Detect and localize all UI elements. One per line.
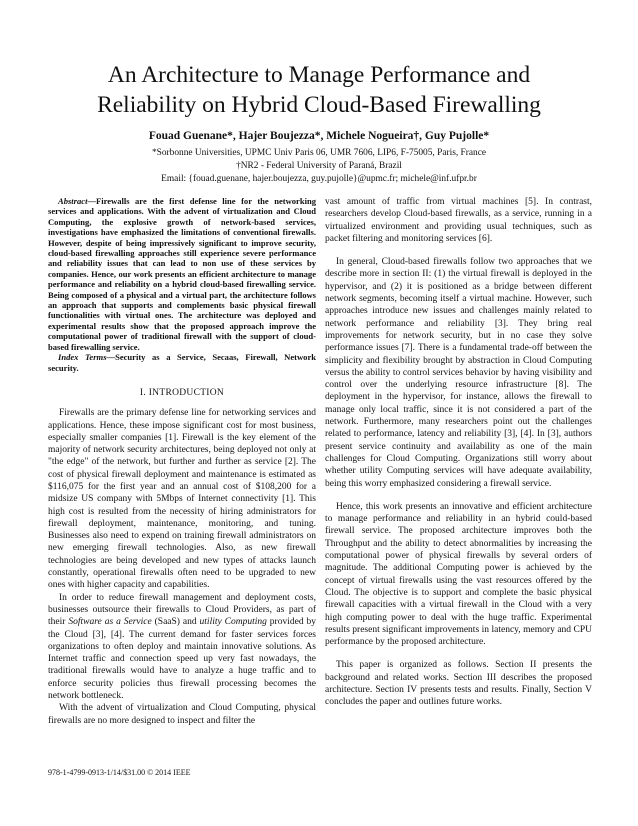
abstract-text: —Firewalls are the first defense line for the networking services and applications. With the advent of virtualization and Cloud Computing, the explosive growth of network-based services, investigations have emphasized the limitations of conventional firewalls. However, despite of being impressively significant to improve security, cloud-based firewalling approaches still experience severe performance and reliability issues that can lead to non use of these services by companies. Hence, our work presents an efficient architecture to manage performance and reliability on a hybrid cloud-based firewalling service. Being composed of a physical and a virtual part, the architecture follows an approach that supports and complements basic physical firewall functionalities with virtual ones. The architecture was deployed and experimental results show that the proposed approach improve the computational power of traditional firewall with the support of cloud-based firewalling service. bbox=[48, 196, 316, 352]
intro-p2-text-c: provided by the Cloud [3], [4]. The current demand for faster services forces organizations to often deploy and maintain innovative solutions. As Internet traffic and connection speed up very fast nowadays, the traditional firewalls would have to analyze a huge traffic and to enforce security policies thus firewall processing becomes the network bottleneck. bbox=[48, 617, 317, 702]
intro-paragraph-2 bbox=[48, 592, 316, 703]
title-line-2: Reliability on Hybrid Cloud-Based Firewalling bbox=[97, 92, 541, 118]
right-paragraph-4: This paper is organized as follows. Section II presents the background and related works. Section III describes the proposed architecture. Section IV presents tests and results. Finally, Section V concludes the paper and outlines future works. bbox=[325, 660, 592, 708]
affiliation-email: Email: {fouad.guenane, hajer.boujezza, guy.pujolle}@upmc.fr; michele@inf.ufpr.br bbox=[161, 174, 477, 184]
index-terms bbox=[48, 352, 316, 373]
saas-term: Software as a Service bbox=[68, 617, 152, 628]
index-terms-label: Index Terms bbox=[58, 352, 107, 363]
intro-paragraph-1: Firewalls are the primary defense line for networking services and applications. Hence, these impose significant cost for most business, especially smaller companies [1]. Firewall is the key element of the majority of network security architectures, being deployed not only at "the edge" of the network, but further and further as service [2]. The cost of physical firewall deployment and maintenance is estimated as $116,075 for the first year and an annual cost of $108,200 for a midsize US company with 5Mbps of Internet connectivity [1]. This high cost is resulted from the necessity of hiring administrators for firewall deployment, maintenance, monitoring, and tuning. Businesses also need to expend on training firewall administrators on new emerging firewall technologies. Also, as new firewall technologies are being developed and new types of attacks launch constantly, operational firewalls often need to be upgraded to new ones with higher capacity and capabilities. bbox=[48, 408, 316, 591]
affiliation-1: *Sorbonne Universities, UPMC Univ Paris 06, UMR 7606, LIP6, F-75005, Paris, France bbox=[151, 148, 487, 158]
paper-title bbox=[0, 60, 638, 120]
right-column bbox=[325, 196, 592, 709]
affiliation-2: †NR2 - Federal University of Paraná, Brazil bbox=[236, 161, 402, 171]
intro-p2-text-b: (SaaS) and bbox=[151, 617, 200, 628]
abstract-label: Abstract bbox=[58, 196, 88, 206]
intro-paragraph-3: With the advent of virtualization and Cloud Computing, physical firewalls are no more designed to inspect and filter the bbox=[48, 703, 316, 726]
intro-p2-text-a: In order to reduce firewall management and deployment costs, businesses outsource their firewalls to Cloud Providers, as part of their bbox=[48, 592, 316, 628]
copyright-footer: 978-1-4799-0913-1/14/$31.00 © 2014 IEEE bbox=[48, 768, 191, 777]
index-terms-text: —Security as a Service, Secaas, Firewall, Network security. bbox=[48, 352, 316, 373]
title-line-1: An Architecture to Manage Performance and bbox=[107, 62, 531, 88]
author-list: Fouad Guenane*, Hajer Boujezza*, Michele Nogueira†, Guy Pujolle* bbox=[148, 130, 490, 142]
right-paragraph-3: Hence, this work presents an innovative and efficient architecture to manage performance and reliability in an hybrid could-based firewall service. The proposed architecture improves both the Throughput and the ability to detect abnormalities by increasing the computational power of physical firewalls by several orders of magnitude. The additional Computing power is achieved by the concept of virtual firewalls using the vast resources offered by the Cloud. The objective is to support and complete the basic physical firewall capacities with a virtual firewall in the Cloud with a very high computing power to deal with the huge traffic. Experimental results present significant improvements in latency, memory and CPU performance by the proposed architecture. bbox=[325, 501, 592, 648]
utility-computing-term: utility Computing bbox=[199, 617, 267, 628]
abstract bbox=[48, 196, 316, 352]
left-column bbox=[48, 196, 316, 727]
right-paragraph-2: In general, Cloud-based firewalls follow two approaches that we describe more in section II: (1) the virtual firewall is deployed in the hypervisor, and (2) it is positioned as a bridge between different network segments, becoming itself a virtual machine. However, such approaches introduce new issues and challenges mainly related to network performance and reliability [3]. They bring real improvements for network security, but in no case they solve performance issues [7]. There is a fundamental trade-off between the simplicity and flexibility brought by abstraction in Cloud Computing versus the ability to control services behavior by having visibility and control over the underlying resource infrastructure [8]. The deployment in the hypervisor, for instance, allows the firewall to manage only local traffic, since it is not considered a part of the network. Furthermore, many researchers point out the challenges related to performance, latency and reliability [3], [4]. In [3], authors present service continuity and availability as one of the main challenges for Cloud Computing. Organizations still worry about whether utility Computing services will have adequate availability, being this worry emphasized considering a firewall service. bbox=[325, 257, 592, 489]
right-paragraph-1: vast amount of traffic from virtual machines [5]. In contrast, researchers develop Cloud-based firewalls, as a service, running in a virtualized environment and providing usual techniques, such as packet filtering and monitoring services [6]. bbox=[325, 197, 592, 244]
section-heading-introduction: I. INTRODUCTION bbox=[139, 387, 225, 398]
